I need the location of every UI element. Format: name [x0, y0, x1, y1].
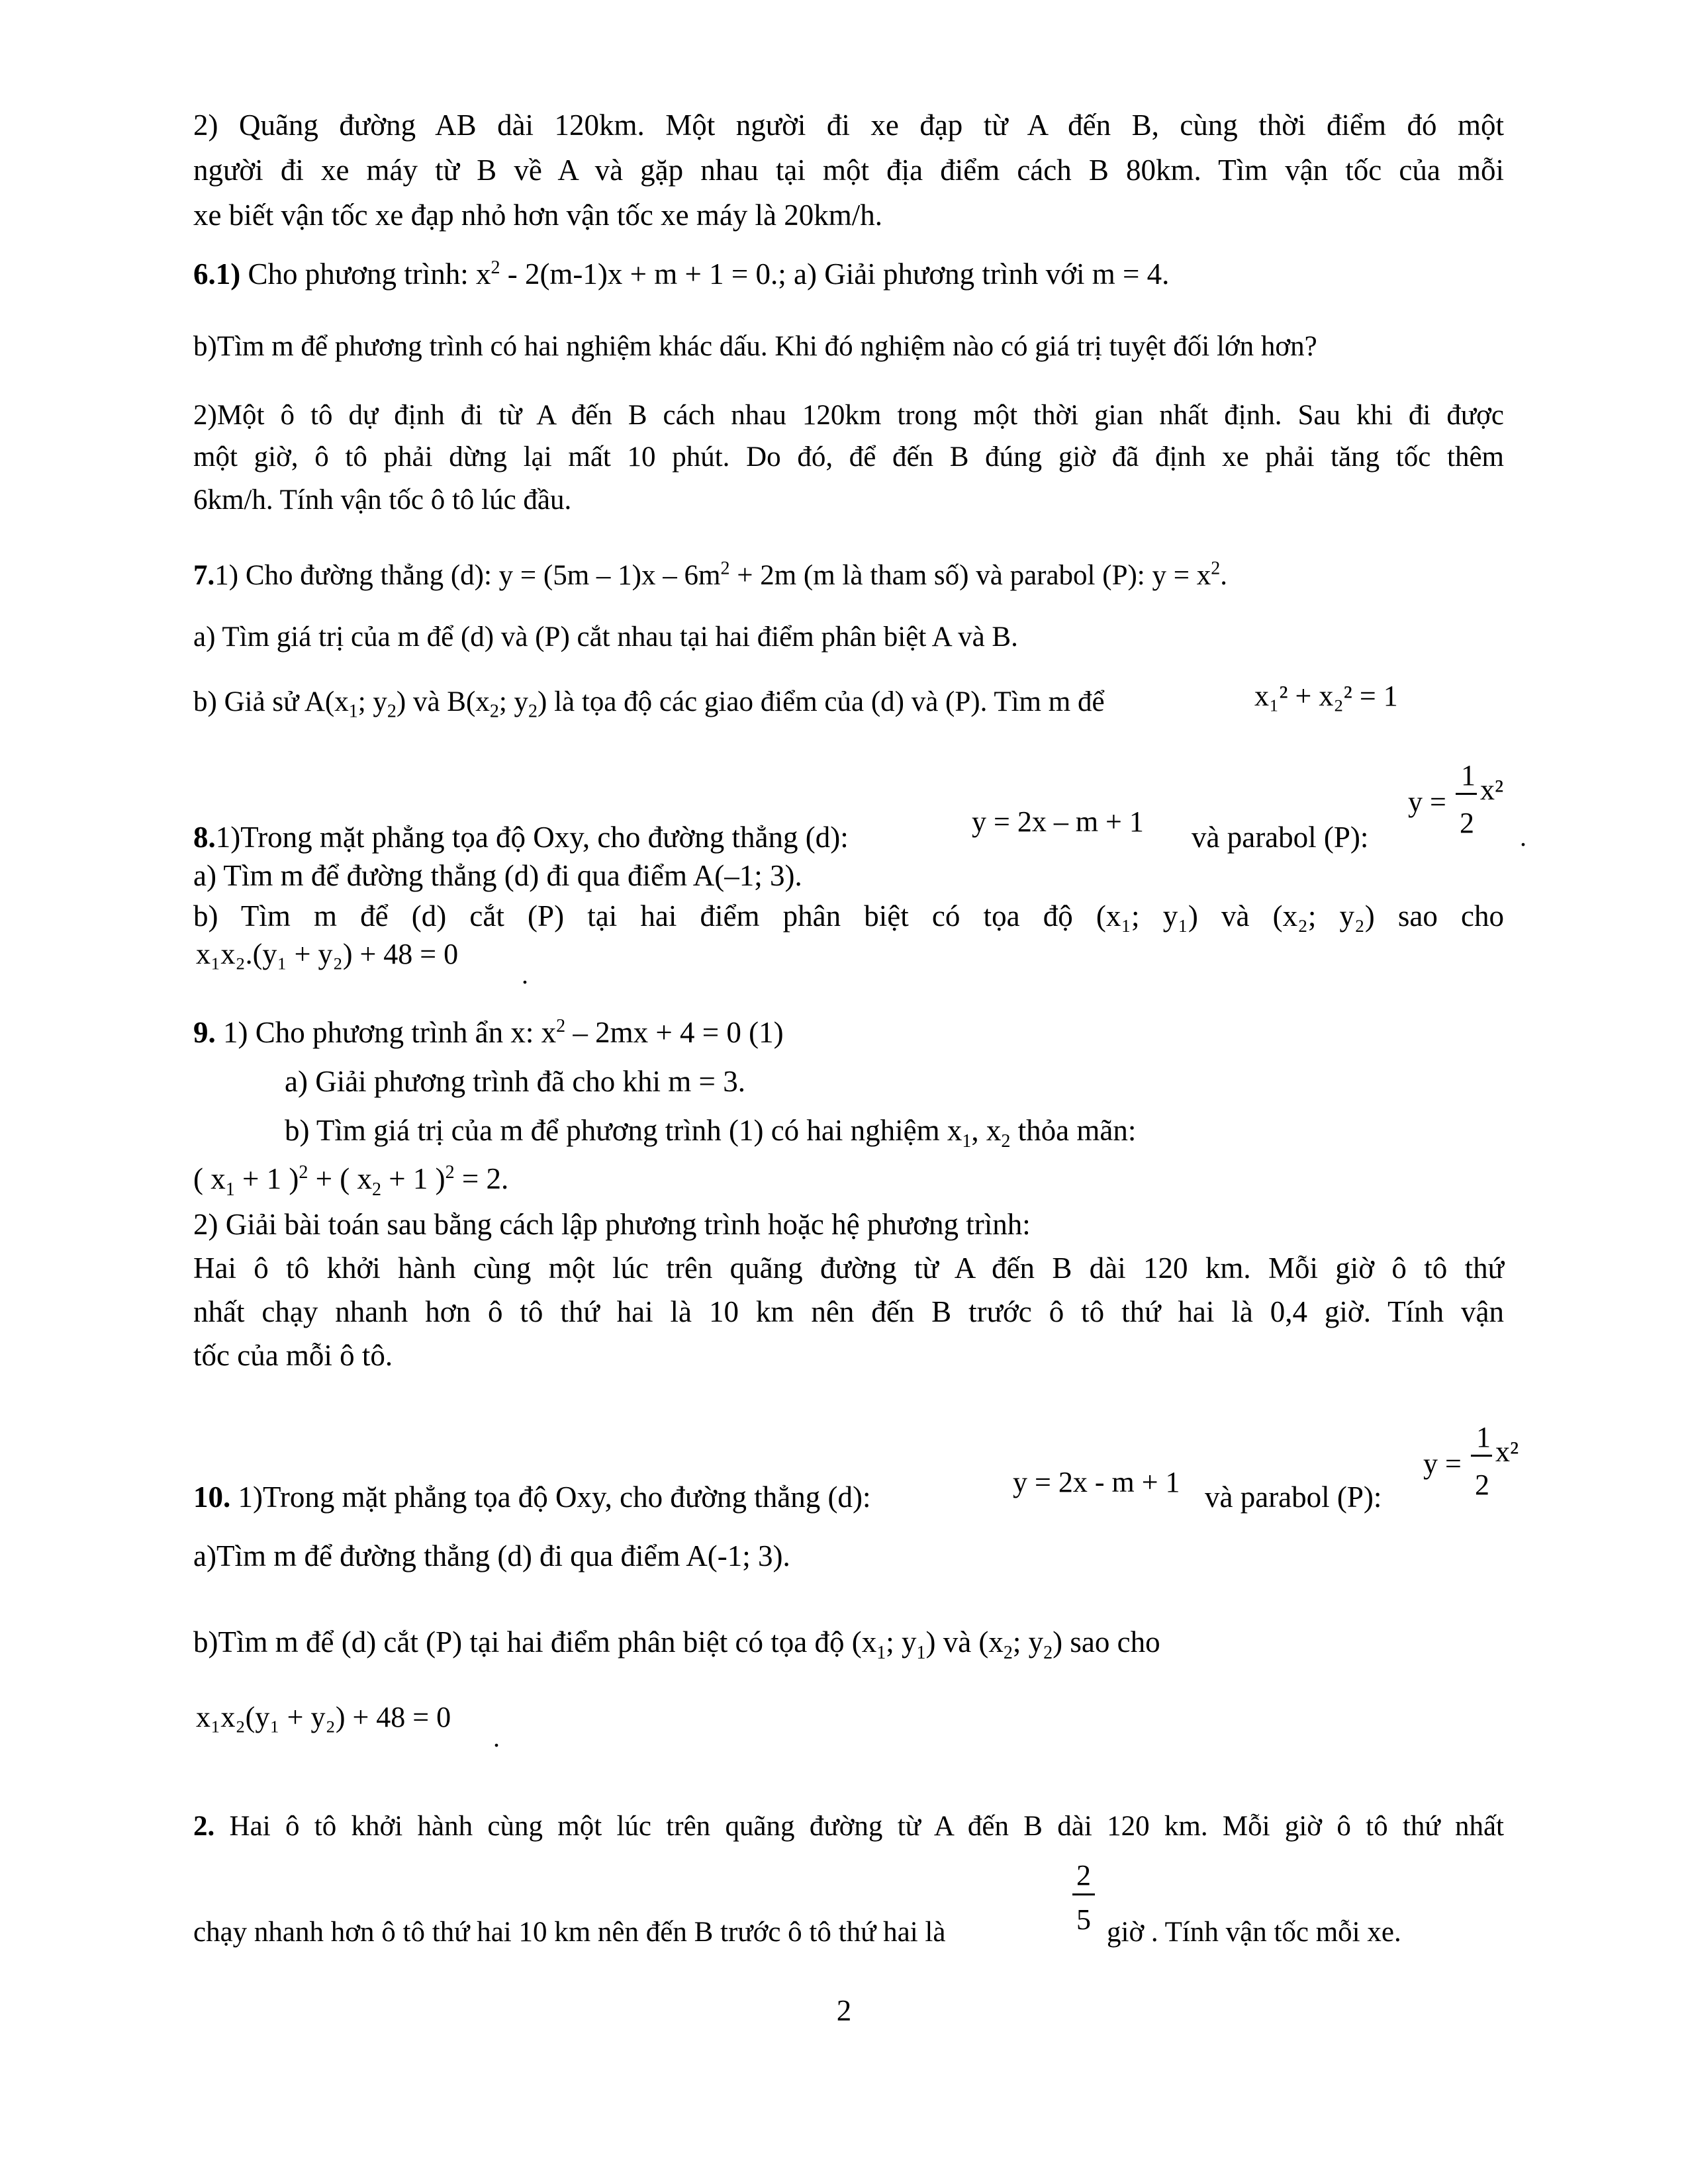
p5-2-line-3: xe biết vận tốc xe đạp nhỏ hơn vận tốc xe máy là 20km/h.: [193, 199, 883, 232]
p8-part-b-line-1: b) Tìm m để (d) cắt (P) tại hai điểm phân biệt có tọa độ (x₁; y₁) và (x₂; y₂) sao cho: [193, 899, 1504, 933]
p9-condition: ( $x_1 + 1$ )$^2$ + ( $x_2 + 1$ )$^2$ = 2.: [193, 1162, 509, 1200]
p8-parabola-x: x²: [1480, 774, 1504, 806]
p9-number: 9.: [193, 1016, 216, 1049]
p10-number: 10.: [193, 1480, 231, 1514]
p6-line-1: 6.1) Cho phương trình: $x^2 - 2(m-1)x + m + 1 = 0$.; a) Giải phương trình với m = 4.: [193, 257, 1170, 291]
p2b-line-2b: giờ . Tính vận tốc mỗi xe.: [1107, 1917, 1401, 1948]
p10-line-formula: y = 2x - m + 1: [1013, 1466, 1180, 1498]
p6-2-line-3: 6km/h. Tính vận tốc ô tô lúc đầu.: [193, 484, 572, 516]
p6-2-line-2: một giờ, ô tô phải dừng lại mất 10 phút. Do đó, để đến B đúng giờ đã định xe phải tăng tốc thêm: [193, 441, 1504, 473]
p6-number: 6.1): [193, 257, 241, 291]
p9-part-a: a) Giải phương trình đã cho khi m = 3.: [285, 1065, 745, 1098]
p8-fraction-bar: [1456, 793, 1477, 795]
p9-2-line-3: nhất chạy nhanh hơn ô tô thứ hai là 10 km nên đến B trước ô tô thứ hai là 0,4 giờ. Tính vận: [193, 1295, 1504, 1328]
p9-line-1: 9. 1) Cho phương trình ẩn x: $x^2 - 2mx + 4 = 0$ (1): [193, 1016, 784, 1049]
p9-part-b: b) Tìm giá trị của m để phương trình (1) có hai nghiệm $x_1$, $x_2$ thỏa mãn:: [285, 1114, 1137, 1152]
p6-2-line-1: 2)Một ô tô dự định đi từ A đến B cách nhau 120km trong một thời gian nhất định. Sau khi đi được: [193, 400, 1504, 431]
p8-parabola-label: và parabol (P):: [1192, 821, 1369, 854]
p8-part-a: a) Tìm m để đường thẳng (d) đi qua điểm A(–1; 3).: [193, 859, 802, 892]
p10-condition-formula: x₁x₂(y₁ + y₂) + 48 = 0: [196, 1701, 451, 1733]
p7-number: 7.: [193, 560, 215, 591]
p2b-fraction-numerator: 2: [1076, 1859, 1091, 1891]
p8-parabola-denominator: 2: [1460, 807, 1474, 839]
p8-line-1: 8.1)Trong mặt phẳng tọa độ Oxy, cho đường thẳng (d):: [193, 821, 849, 854]
p2b-number: 2.: [193, 1811, 215, 1842]
p7-line-1: 7.1) Cho đường thẳng (d): $y = (5m - 1)x - 6m^2 + 2m$ (m là tham số) và parabol (P): $y = x^2$.: [193, 558, 1228, 591]
p10-line-1: 10. 1)Trong mặt phẳng tọa độ Oxy, cho đường thẳng (d):: [193, 1480, 871, 1514]
p10-parabola-label: và parabol (P):: [1205, 1480, 1382, 1514]
p10-parabola-denominator: 2: [1475, 1469, 1489, 1501]
p8-condition-formula: x₁x₂.(y₁ + y₂) + 48 = 0: [196, 938, 459, 970]
p8-parabola-y: y =: [1408, 786, 1446, 818]
p10-part-a: a)Tìm m để đường thẳng (d) đi qua điểm A(-1; 3).: [193, 1539, 790, 1572]
p6-part-b: b)Tìm m để phương trình có hai nghiệm khác dấu. Khi đó nghiệm nào có giá trị tuyệt đối lớn hơn?: [193, 331, 1317, 362]
page-number: 2: [836, 1994, 852, 2027]
p10-formula-dot: .: [493, 1723, 500, 1752]
p8-end-dot: .: [1520, 822, 1526, 852]
p7-sum-squares-formula: x₁² + x₂² = 1: [1254, 680, 1398, 712]
p2b-line-1: 2. Hai ô tô khởi hành cùng một lúc trên quãng đường từ A đến B dài 120 km. Mỗi giờ ô tô thứ nhất: [193, 1811, 1504, 1842]
p10-fraction-bar: [1471, 1455, 1492, 1457]
p8-number: 8.: [193, 821, 216, 854]
p2b-fraction-bar: [1072, 1893, 1095, 1895]
p9-2-line-4: tốc của mỗi ô tô.: [193, 1339, 393, 1372]
p10-parabola-y: y =: [1423, 1447, 1462, 1480]
p8-line-formula: y = 2x – m + 1: [972, 805, 1144, 838]
p2b-line-2a: chạy nhanh hơn ô tô thứ hai 10 km nên đến B trước ô tô thứ hai là: [193, 1917, 946, 1948]
p8-formula-dot: .: [522, 960, 528, 989]
p5-2-line-1: 2) Quãng đường AB dài 120km. Một người đi xe đạp từ A đến B, cùng thời điểm đó một: [193, 109, 1504, 142]
p8-parabola-numerator: 1: [1461, 759, 1476, 792]
p2b-fraction-denominator: 5: [1076, 1903, 1091, 1936]
p5-2-line-2: người đi xe máy từ B về A và gặp nhau tại một địa điểm cách B 80km. Tìm vận tốc của mỗi: [193, 154, 1504, 187]
p7-part-b: b) Giả sử $A(x_1$; $y_2$) và $B(x_2$; $y_2$) là tọa độ các giao điểm của (d) và (P). Tìm m để: [193, 686, 1105, 722]
p9-2-line-2: Hai ô tô khởi hành cùng một lúc trên quãng đường từ A đến B dài 120 km. Mỗi giờ ô tô thứ: [193, 1251, 1504, 1285]
p10-parabola-numerator: 1: [1476, 1421, 1491, 1453]
p10-parabola-x: x²: [1495, 1435, 1519, 1468]
p7-part-a: a) Tìm giá trị của m để (d) và (P) cắt nhau tại hai điểm phân biệt A và B.: [193, 621, 1018, 653]
p9-2-line-1: 2) Giải bài toán sau bằng cách lập phương trình hoặc hệ phương trình:: [193, 1208, 1031, 1241]
p10-part-b: b)Tìm m để (d) cắt (P) tại hai điểm phân biệt có tọa độ ($x_1$; $y_1$) và ($x_2$; $y_2$) sao cho: [193, 1625, 1160, 1663]
